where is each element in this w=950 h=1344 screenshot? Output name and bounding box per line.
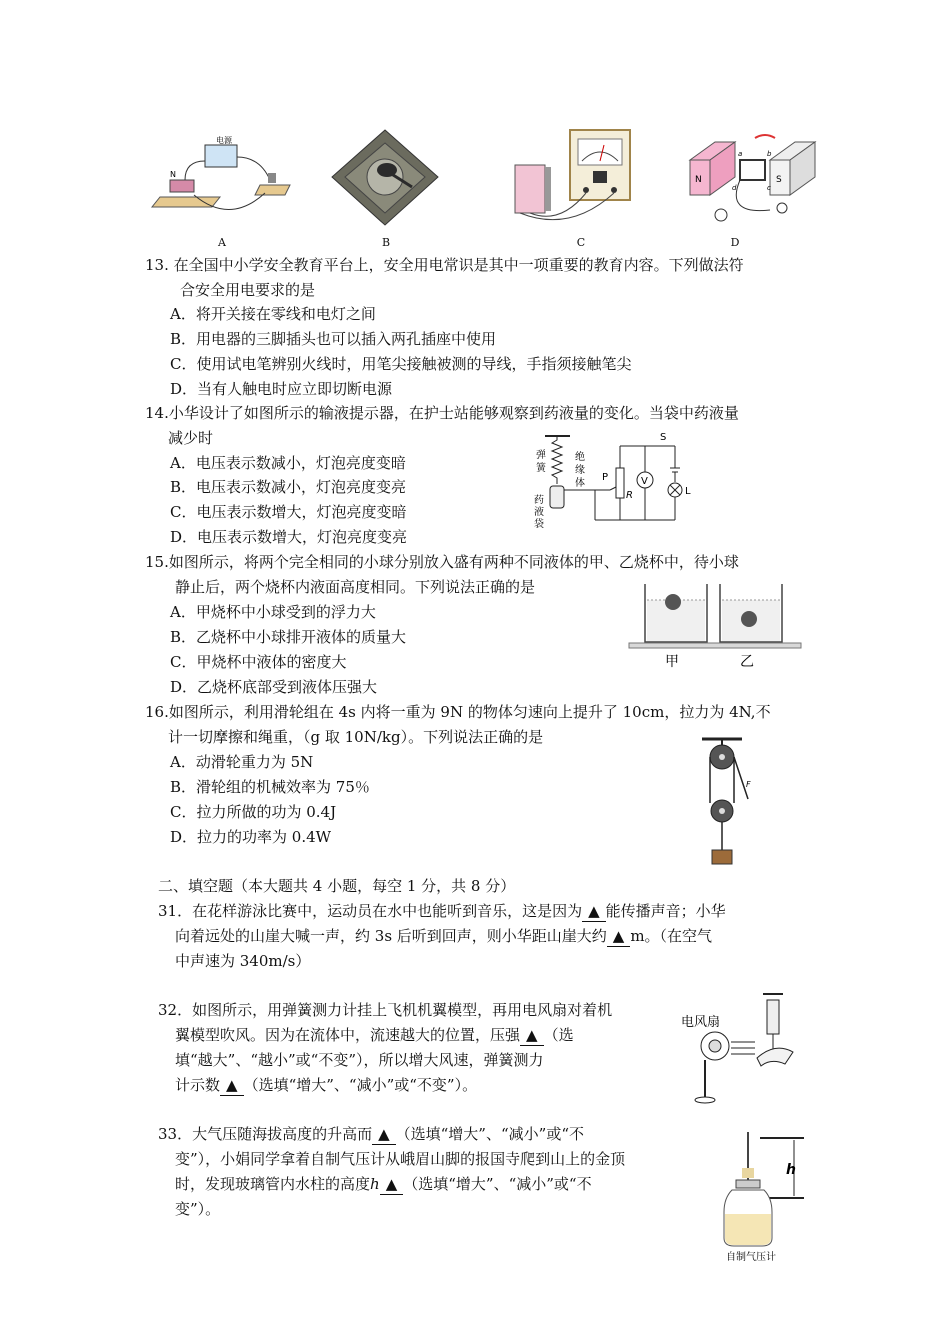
svg-text:药: 药 — [534, 495, 544, 506]
q33-blank-2[interactable]: ▲ — [380, 1174, 404, 1195]
q16-option-c: C．拉力所做的功为 0.4J — [170, 803, 337, 821]
q16-stem-line2: 计一切摩擦和绳重，（g 取 10N/kg）。下列说法正确的是 — [168, 728, 544, 746]
svg-text:自制气压计: 自制气压计 — [726, 1252, 776, 1263]
q14-option-d: D．电压表示数增大，灯泡亮度变亮 — [170, 528, 408, 546]
svg-text:缘: 缘 — [575, 465, 585, 476]
q33-line2: 变”），小娟同学拿着自制气压计从峨眉山脚的报国寺爬到山上的金顶 — [175, 1150, 626, 1168]
q32-line1: 32．如图所示，用弹簧测力计挂上飞机机翼模型，再用电风扇对着机 — [158, 1001, 613, 1019]
q16-figure-pulley-system — [690, 735, 760, 870]
q32-figure-fan-wing — [675, 990, 805, 1110]
q13-option-b: B．用电器的三脚插头也可以插入两孔插座中使用 — [170, 330, 497, 348]
svg-text:体: 体 — [575, 478, 585, 489]
q13-option-d: D．当有人触电时应立即切断电源 — [170, 380, 393, 398]
svg-text:N: N — [695, 175, 702, 185]
q16-option-a: A．动滑轮重力为 5N — [170, 753, 314, 771]
q13-stem-line1: 13. 在全国中小学安全教育平台上，安全用电常识是其中一项重要的教育内容。下列做法符 — [145, 256, 744, 274]
q15-option-d: D．乙烧杯底部受到液体压强大 — [170, 678, 378, 696]
svg-text:c: c — [767, 184, 771, 192]
svg-text:P: P — [602, 472, 609, 483]
q32-line4: 计示数 ▲ （选填“增大”、“减小”或“不变”）。 — [175, 1076, 478, 1094]
svg-text:绝: 绝 — [575, 452, 585, 463]
q31-blank-2[interactable]: ▲ — [607, 926, 631, 947]
figure-b-compass-spoon — [330, 125, 440, 230]
svg-text:甲: 甲 — [665, 654, 679, 670]
svg-text:S: S — [660, 432, 667, 443]
q33-line4: 变”）。 — [175, 1200, 221, 1218]
svg-text:电源: 电源 — [216, 136, 232, 145]
svg-text:V: V — [641, 476, 648, 487]
q13-option-a: A．将开关接在零线和电灯之间 — [170, 305, 376, 323]
svg-text:簧: 簧 — [536, 463, 546, 474]
svg-text:弹: 弹 — [536, 450, 546, 461]
svg-text:b: b — [767, 150, 772, 158]
svg-text:F: F — [746, 780, 751, 789]
q13-option-c: C．使用试电笔辨别火线时，用笔尖接触被测的导线，手指须接触笔尖 — [170, 355, 632, 373]
q14-option-b: B．电压表示数减小，灯泡亮度变亮 — [170, 478, 407, 496]
q14-option-c: C．电压表示数增大，灯泡亮度变暗 — [170, 503, 407, 521]
q31-line3: 中声速为 340m/s） — [175, 952, 311, 970]
q16-option-b: B．滑轮组的机械效率为 75％ — [170, 778, 370, 796]
q15-option-b: B．乙烧杯中小球排开液体的质量大 — [170, 628, 407, 646]
figure-label-b: B — [381, 236, 391, 249]
q33-blank-1[interactable]: ▲ — [372, 1124, 396, 1145]
svg-text:S: S — [776, 175, 782, 185]
q32-line2: 翼模型吹风。因为在流体中，流速越大的位置，压强 ▲ （选 — [175, 1026, 574, 1044]
svg-text:乙: 乙 — [740, 654, 754, 670]
q14-option-a: A．电压表示数减小，灯泡亮度变暗 — [170, 454, 406, 472]
svg-text:电风扇: 电风扇 — [681, 1015, 721, 1030]
svg-text:袋: 袋 — [534, 519, 544, 528]
q15-figure-beakers — [625, 580, 805, 672]
q13-stem-line2: 合安全用电要求的是 — [180, 281, 316, 299]
q32-line3: 填“越大”、“越小”或“不变”），所以增大风速，弹簧测力 — [175, 1051, 544, 1069]
q33-line3: 时，发现玻璃管内水柱的高度h ▲ （选填“增大”、“减小”或“不 — [175, 1175, 592, 1193]
figure-a-electromagnet-circuit — [150, 135, 300, 230]
q15-stem-line2: 静止后，两个烧杯内液面高度相同。下列说法正确的是 — [175, 578, 536, 596]
q14-stem-line1: 14.小华设计了如图所示的输液提示器，在护士站能够观察到药液量的变化。当袋中药液量 — [145, 404, 739, 422]
svg-text:h: h — [786, 1162, 796, 1178]
q31-line2: 向着远处的山崖大喊一声，约 3s 后听到回声，则小华距山崖大约 ▲ m。（在空气 — [175, 927, 713, 945]
q32-blank-2[interactable]: ▲ — [220, 1075, 244, 1096]
figure-label-d: D — [730, 236, 740, 249]
q15-option-c: C．甲烧杯中液体的密度大 — [170, 653, 347, 671]
q33-figure-barometer — [720, 1128, 820, 1264]
q31-line1: 31．在花样游泳比赛中，运动员在水中也能听到音乐，这是因为 ▲ 能传播声音；小华 — [158, 902, 726, 920]
q31-blank-1[interactable]: ▲ — [582, 901, 606, 922]
q16-stem-line1: 16.如图所示，利用滑轮组在 4s 内将一重为 9N 的物体匀速向上提升了 10cm，拉力为 4N,不 — [145, 703, 771, 721]
figure-d-generator — [685, 130, 820, 230]
figure-label-c: C — [576, 236, 586, 249]
svg-text:R: R — [626, 490, 633, 501]
q16-option-d: D．拉力的功率为 0.4W — [170, 828, 332, 846]
q14-stem-line2: 减少时 — [168, 429, 214, 447]
q15-option-a: A．甲烧杯中小球受到的浮力大 — [170, 603, 376, 621]
q33-line1: 33．大气压随海拔高度的升高而 ▲ （选填“增大”、“减小”或“不 — [158, 1125, 584, 1143]
q32-blank-1[interactable]: ▲ — [520, 1025, 544, 1046]
svg-text:L: L — [685, 486, 691, 497]
figure-c-galvanometer — [500, 125, 650, 230]
section-2-title: 二、填空题（本大题共 4 小题，每空 1 分，共 8 分） — [158, 877, 516, 895]
svg-text:液: 液 — [534, 507, 544, 518]
figure-label-a: A — [218, 236, 226, 249]
q15-stem-line1: 15.如图所示，将两个完全相同的小球分别放入盛有两种不同液体的甲、乙烧杯中，待小球 — [145, 553, 739, 571]
q14-figure-infusion-circuit — [530, 428, 695, 528]
svg-text:d: d — [732, 184, 737, 192]
svg-text:N: N — [170, 170, 176, 179]
svg-text:a: a — [738, 150, 743, 158]
